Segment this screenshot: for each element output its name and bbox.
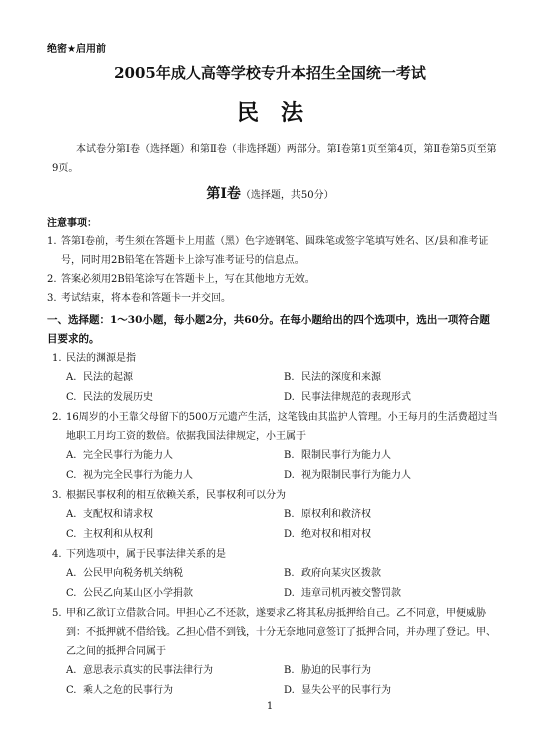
option-text: 绝对权和相对权 xyxy=(301,529,371,540)
option-text: 违章司机丙被交警罚款 xyxy=(301,588,401,599)
intro-paragraph: 本试卷分第Ⅰ卷（选择题）和第Ⅱ卷（非选择题）两部分。第Ⅰ卷第1页至第4页，第Ⅱ卷第5页至第9页。 xyxy=(52,144,497,174)
question-number: 1. xyxy=(52,353,62,364)
option-letter: B. xyxy=(284,450,295,461)
option-b xyxy=(284,368,502,388)
option-a xyxy=(66,564,284,584)
question xyxy=(52,349,502,408)
option-list xyxy=(52,368,502,408)
option-letter: C. xyxy=(66,588,77,599)
question-stem xyxy=(52,604,502,661)
note-text: 考试结束，将本卷和答题卡一并交回。 xyxy=(61,293,231,304)
option-letter: C. xyxy=(66,685,77,696)
option-b xyxy=(284,564,502,584)
subject-title: 民法 xyxy=(236,100,325,126)
option-text: 乘人之危的民事行为 xyxy=(83,685,173,696)
option-letter: A. xyxy=(66,450,77,461)
option-text: 公民乙向某山区小学捐款 xyxy=(83,588,193,599)
option-text: 主权利和从权利 xyxy=(83,529,153,540)
option-list xyxy=(52,446,502,486)
question-number: 5. xyxy=(52,608,62,619)
notes-list xyxy=(47,232,497,308)
option-letter: D. xyxy=(284,470,295,481)
option-letter: B. xyxy=(284,568,295,579)
option-c xyxy=(66,525,284,545)
note-text: 答案必须用2B铅笔涂写在答题卡上，写在其他地方无效。 xyxy=(61,274,315,285)
option-text: 原权利和救济权 xyxy=(301,509,371,520)
option-c xyxy=(66,681,284,701)
question-number: 4. xyxy=(52,549,62,560)
option-letter: A. xyxy=(66,372,77,383)
option-letter: A. xyxy=(66,568,77,579)
option-text: 民事法律规范的表现形式 xyxy=(301,392,411,403)
exam-title: 2005年成人高等学校专升本招生全国统一考试 xyxy=(114,64,426,82)
question-stem xyxy=(52,545,502,564)
note-number: 2. xyxy=(47,274,57,285)
option-b xyxy=(284,661,502,681)
note-number: 3. xyxy=(47,293,57,304)
option-text: 视为限制民事行为能力人 xyxy=(301,470,411,481)
question xyxy=(52,408,502,486)
question xyxy=(52,486,502,545)
option-d xyxy=(284,584,502,604)
option-letter: D. xyxy=(284,588,295,599)
option-text: 政府向某灾区拨款 xyxy=(301,568,381,579)
option-letter: C. xyxy=(66,392,77,403)
part-label: 第Ⅰ卷 xyxy=(206,186,241,202)
question-stem xyxy=(52,408,502,446)
option-list xyxy=(52,505,502,545)
part-title xyxy=(0,183,540,203)
note-item xyxy=(47,289,497,308)
option-c xyxy=(66,388,284,408)
option-text: 公民甲向税务机关纳税 xyxy=(83,568,183,579)
question xyxy=(52,604,502,701)
option-d xyxy=(284,525,502,545)
option-letter: C. xyxy=(66,529,77,540)
option-text: 民法的发展历史 xyxy=(83,392,153,403)
option-letter: D. xyxy=(284,392,295,403)
option-list xyxy=(52,661,502,701)
option-a xyxy=(66,368,284,388)
notes-title: 注意事项： xyxy=(47,218,97,229)
option-text: 视为完全民事行为能力人 xyxy=(83,470,193,481)
option-letter: B. xyxy=(284,509,295,520)
question-stem xyxy=(52,349,502,368)
option-letter: C. xyxy=(66,470,77,481)
question-number: 3. xyxy=(52,490,62,501)
note-text: 答第Ⅰ卷前，考生须在答题卡上用蓝（黑）色字迹钢笔、圆珠笔或签字笔填写姓名、区/县和准考证号，同时用2B铅笔在答题卡上涂写准考证号的信息点。 xyxy=(61,236,489,266)
option-a xyxy=(66,446,284,466)
option-d xyxy=(284,466,502,486)
option-a xyxy=(66,505,284,525)
part-note: （选择题，共50分） xyxy=(240,190,334,201)
option-text: 显失公平的民事行为 xyxy=(301,685,391,696)
option-text: 民法的深度和来源 xyxy=(301,372,381,383)
question-list xyxy=(52,349,502,701)
question xyxy=(52,545,502,604)
option-d xyxy=(284,681,502,701)
question-text: 下列选项中，属于民事法律关系的是 xyxy=(66,549,226,560)
question-text: 民法的渊源是指 xyxy=(66,353,136,364)
question-text: 甲和乙欲订立借款合同。甲担心乙不还款，遂要求乙将其私房抵押给自己。乙不同意，甲便威胁到：不抵押就不借给钱。乙担心借不到钱，十分无奈地同意签订了抵押合同，并办理了登记。甲、乙之间的抵押合同属于 xyxy=(66,608,496,657)
question-number: 2. xyxy=(52,412,62,423)
page-number: 1 xyxy=(266,701,274,712)
option-letter: B. xyxy=(284,665,295,676)
confidential-label: 绝密★启用前 xyxy=(47,44,106,55)
question-stem xyxy=(52,486,502,505)
question-text: 根据民事权利的相互依赖关系，民事权利可以分为 xyxy=(66,490,286,501)
option-c xyxy=(66,466,284,486)
option-letter: A. xyxy=(66,665,77,676)
option-b xyxy=(284,505,502,525)
option-letter: B. xyxy=(284,372,295,383)
note-item xyxy=(47,270,497,289)
option-d xyxy=(284,388,502,408)
note-number: 1. xyxy=(47,236,57,247)
option-text: 胁迫的民事行为 xyxy=(301,665,371,676)
question-text: 16周岁的小王靠父母留下的500万元遗产生活，这笔钱由其监护人管理。小王每月的生活费超过当地职工月均工资的数倍。依据我国法律规定，小王属于 xyxy=(66,412,498,442)
section-title: 一、选择题：1～30小题，每小题2分，共60分。在每小题给出的四个选项中，选出一项符合题目要求的。 xyxy=(47,314,490,345)
option-text: 支配权和请求权 xyxy=(83,509,153,520)
note-item xyxy=(47,232,497,270)
option-text: 民法的起源 xyxy=(83,372,133,383)
option-a xyxy=(66,661,284,681)
option-letter: D. xyxy=(284,685,295,696)
option-c xyxy=(66,584,284,604)
option-text: 完全民事行为能力人 xyxy=(83,450,173,461)
option-letter: A. xyxy=(66,509,77,520)
option-text: 意思表示真实的民事法律行为 xyxy=(83,665,213,676)
option-text: 限制民事行为能力人 xyxy=(301,450,391,461)
option-letter: D. xyxy=(284,529,295,540)
option-list xyxy=(52,564,502,604)
option-b xyxy=(284,446,502,466)
